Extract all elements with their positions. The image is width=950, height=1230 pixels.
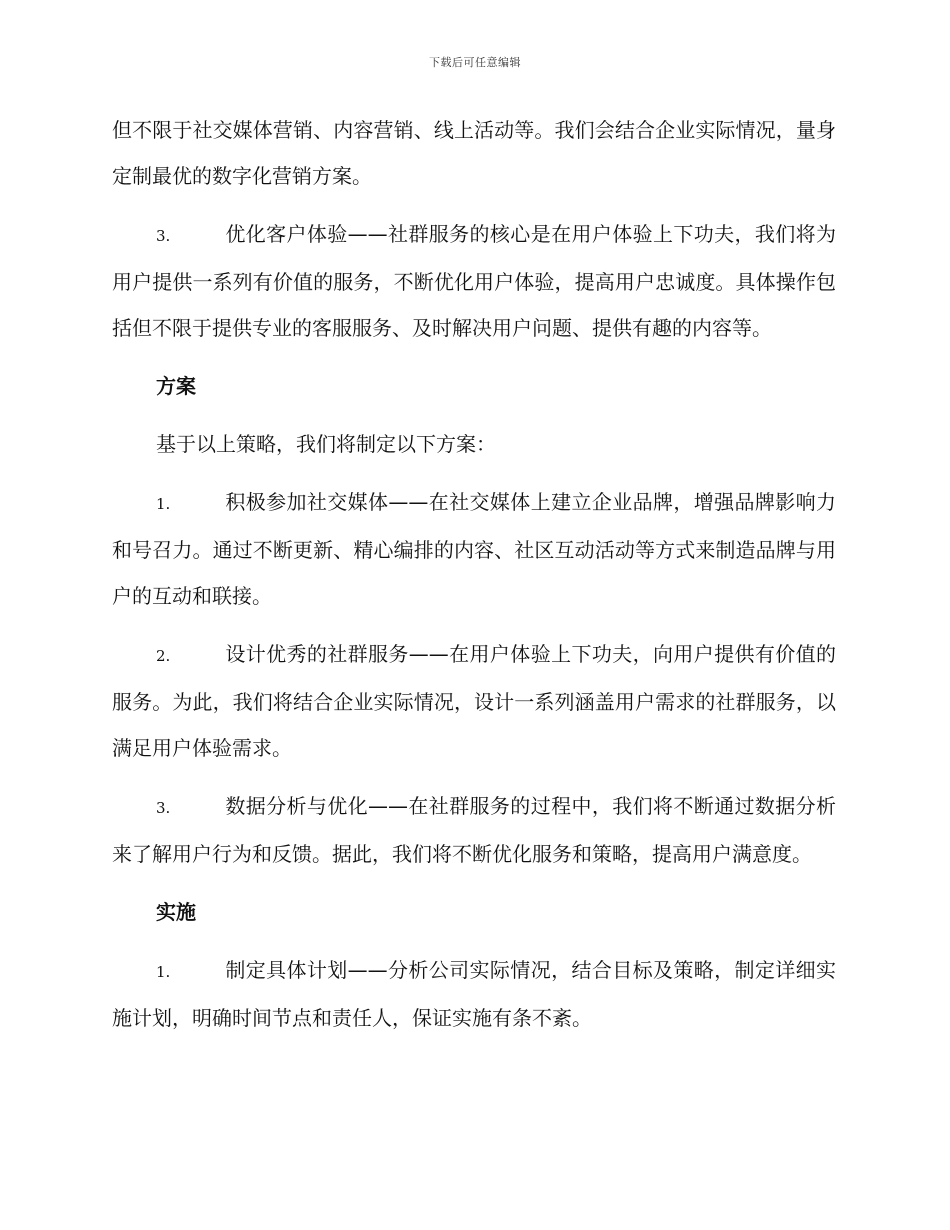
intro-paragraph: 但不限于社交媒体营销、内容营销、线上活动等。我们会结合企业实际情况，量身定制最优的数字化营销方案。 [112,118,836,188]
list-item-text: 优化客户体验——社群服务的核心是在用户体验上下功夫，我们将为用户提供一系列有价值的服务，不断优化用户体验，提高用户忠诚度。具体操作包括但不限于提供专业的客服服务、及时解决用户问题、提供有趣的内容等。 [112,222,836,340]
plan-item-3 [112,783,836,877]
list-item-text: 制定具体计划——分析公司实际情况，结合目标及策略，制定详细实施计划，明确时间节点和责任人，保证实施有条不紊。 [112,958,836,1030]
list-number: 1. [156,495,171,513]
list-number: 2. [156,647,171,665]
strategy-item-3 [112,211,836,351]
list-number: 3. [156,799,171,817]
page-header: 下载后可任意编辑 [429,56,521,69]
list-item-text: 积极参加社交媒体——在社交媒体上建立企业品牌，增强品牌影响力和号召力。通过不断更新、精心编排的内容、社区互动活动等方式来制造品牌与用户的互动和联接。 [112,490,836,608]
list-item-text: 数据分析与优化——在社群服务的过程中，我们将不断通过数据分析来了解用户行为和反馈。据此，我们将不断优化服务和策略，提高用户满意度。 [112,794,836,866]
plan-item-2 [112,631,836,771]
plan-heading: 方案 [156,374,196,398]
plan-lead-paragraph: 基于以上策略，我们将制定以下方案： [156,432,496,456]
list-number: 3. [156,227,171,245]
list-item-text: 设计优秀的社群服务——在用户体验上下功夫，向用户提供有价值的服务。为此，我们将结合企业实际情况，设计一系列涵盖用户需求的社群服务，以满足用户体验需求。 [112,642,836,760]
plan-item-1 [112,479,836,619]
implementation-item-1 [112,947,836,1041]
implementation-heading: 实施 [156,900,196,924]
document-body [112,107,836,1053]
list-number: 1. [156,963,171,981]
